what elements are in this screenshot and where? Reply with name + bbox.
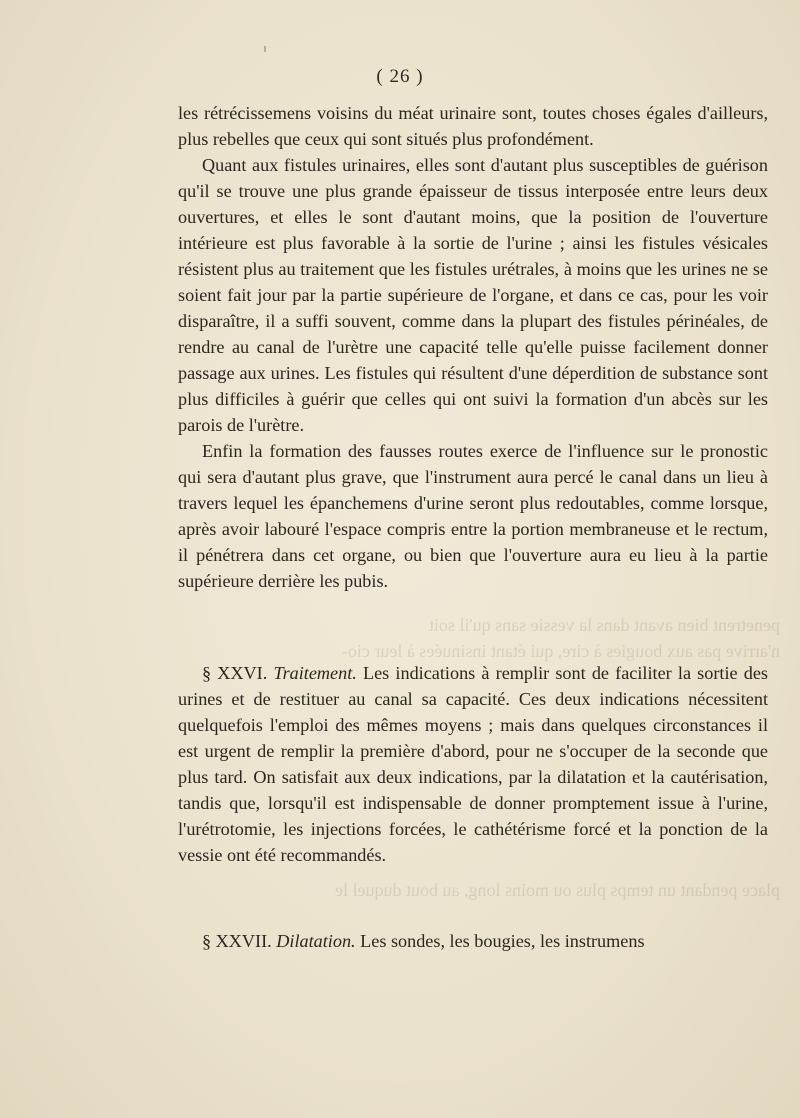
page-number: ( 26 )	[376, 66, 424, 87]
bleed-through-text: place pendant un temps plus ou moins long, au bout duquel le	[335, 880, 780, 900]
bleed-through-text: n'arrive pas aux bougies à cire, qui étant insinuées à leur cio-	[341, 641, 780, 661]
section-xxvii	[178, 928, 768, 954]
body-text-top	[178, 100, 768, 594]
section-text: Les sondes, les bougies, les instrumens	[360, 931, 645, 951]
section-xxvi-paragraph	[178, 660, 768, 868]
paragraph-fistules: Quant aux fistules urinaires, elles sont d'autant plus susceptibles de guérison qu'il se trouve une plus grande épaisseur de tissus interposée entre leurs deux ouvertures, et elles le sont d'autant moins, que la position de l'ouverture intérieure est plus favorable à la sortie de l'urine ; ainsi les fistules vésicales résistent plus au traitement que les fistules urétrales, à moins que les urines ne se soient fait jour par la partie supérieure de l'organe, et dans ce cas, pour les voir disparaître, il a suffi souvent, comme dans la plupart des fistules périnéales, de rendre au canal de l'urètre une capacité telle qu'elle puisse facilement donner passage aux urines. Les fistules qui résultent d'une déperdition de substance sont plus difficiles à guérir que celles qui ont suivi la formation d'un abcès sur les parois de l'urètre.	[178, 155, 768, 435]
paragraph-continuation: les rétrécissemens voisins du méat urinaire sont, toutes choses égales d'ailleurs, plus rebelles que ceux qui sont situés plus profondément.	[178, 103, 768, 149]
section-text: Les indications à remplir sont de faciliter la sortie des urines et de restituer au canal sa capacité. Ces deux indications nécessitent quelquefois l'emploi des mêmes moyens ; mais dans quelques circonstances il est urgent de remplir la première d'abord, pour ne s'occuper de la seconde que plus tard. On satisfait aux deux indications, par la dilatation et la cautérisation, tandis que, lorsqu'il est indispensable de donner promptement issue à l'urine, l'urétrotomie, les injections forcées, le cathétérisme forcé et la ponction de la vessie ont été recommandés.	[178, 663, 769, 865]
paragraph-fausses-routes: Enfin la formation des fausses routes exerce de l'influence sur le pronostic qui sera d'autant plus grave, que l'instrument aura percé le canal dans un lieu à travers lequel les épanchemens d'urine seront plus redoutables, comme lorsque, après avoir labouré l'espace compris entre la portion membraneuse et le rectum, il pénétrera dans cet organe, ou bien que l'ouverture aura eu lieu à la partie supérieure derrière les pubis.	[178, 441, 768, 591]
section-title: Dilatation.	[276, 931, 356, 951]
section-number: § XXVII.	[202, 931, 272, 951]
ink-speck	[264, 46, 266, 52]
section-title: Traitement.	[273, 663, 357, 683]
section-xxvi	[178, 660, 768, 868]
section-xxvii-paragraph	[178, 928, 768, 954]
section-number: § XXVI.	[202, 663, 268, 683]
bleed-through-text: penetrent bien avant dans la vessie sans qu'il soit	[428, 615, 780, 635]
